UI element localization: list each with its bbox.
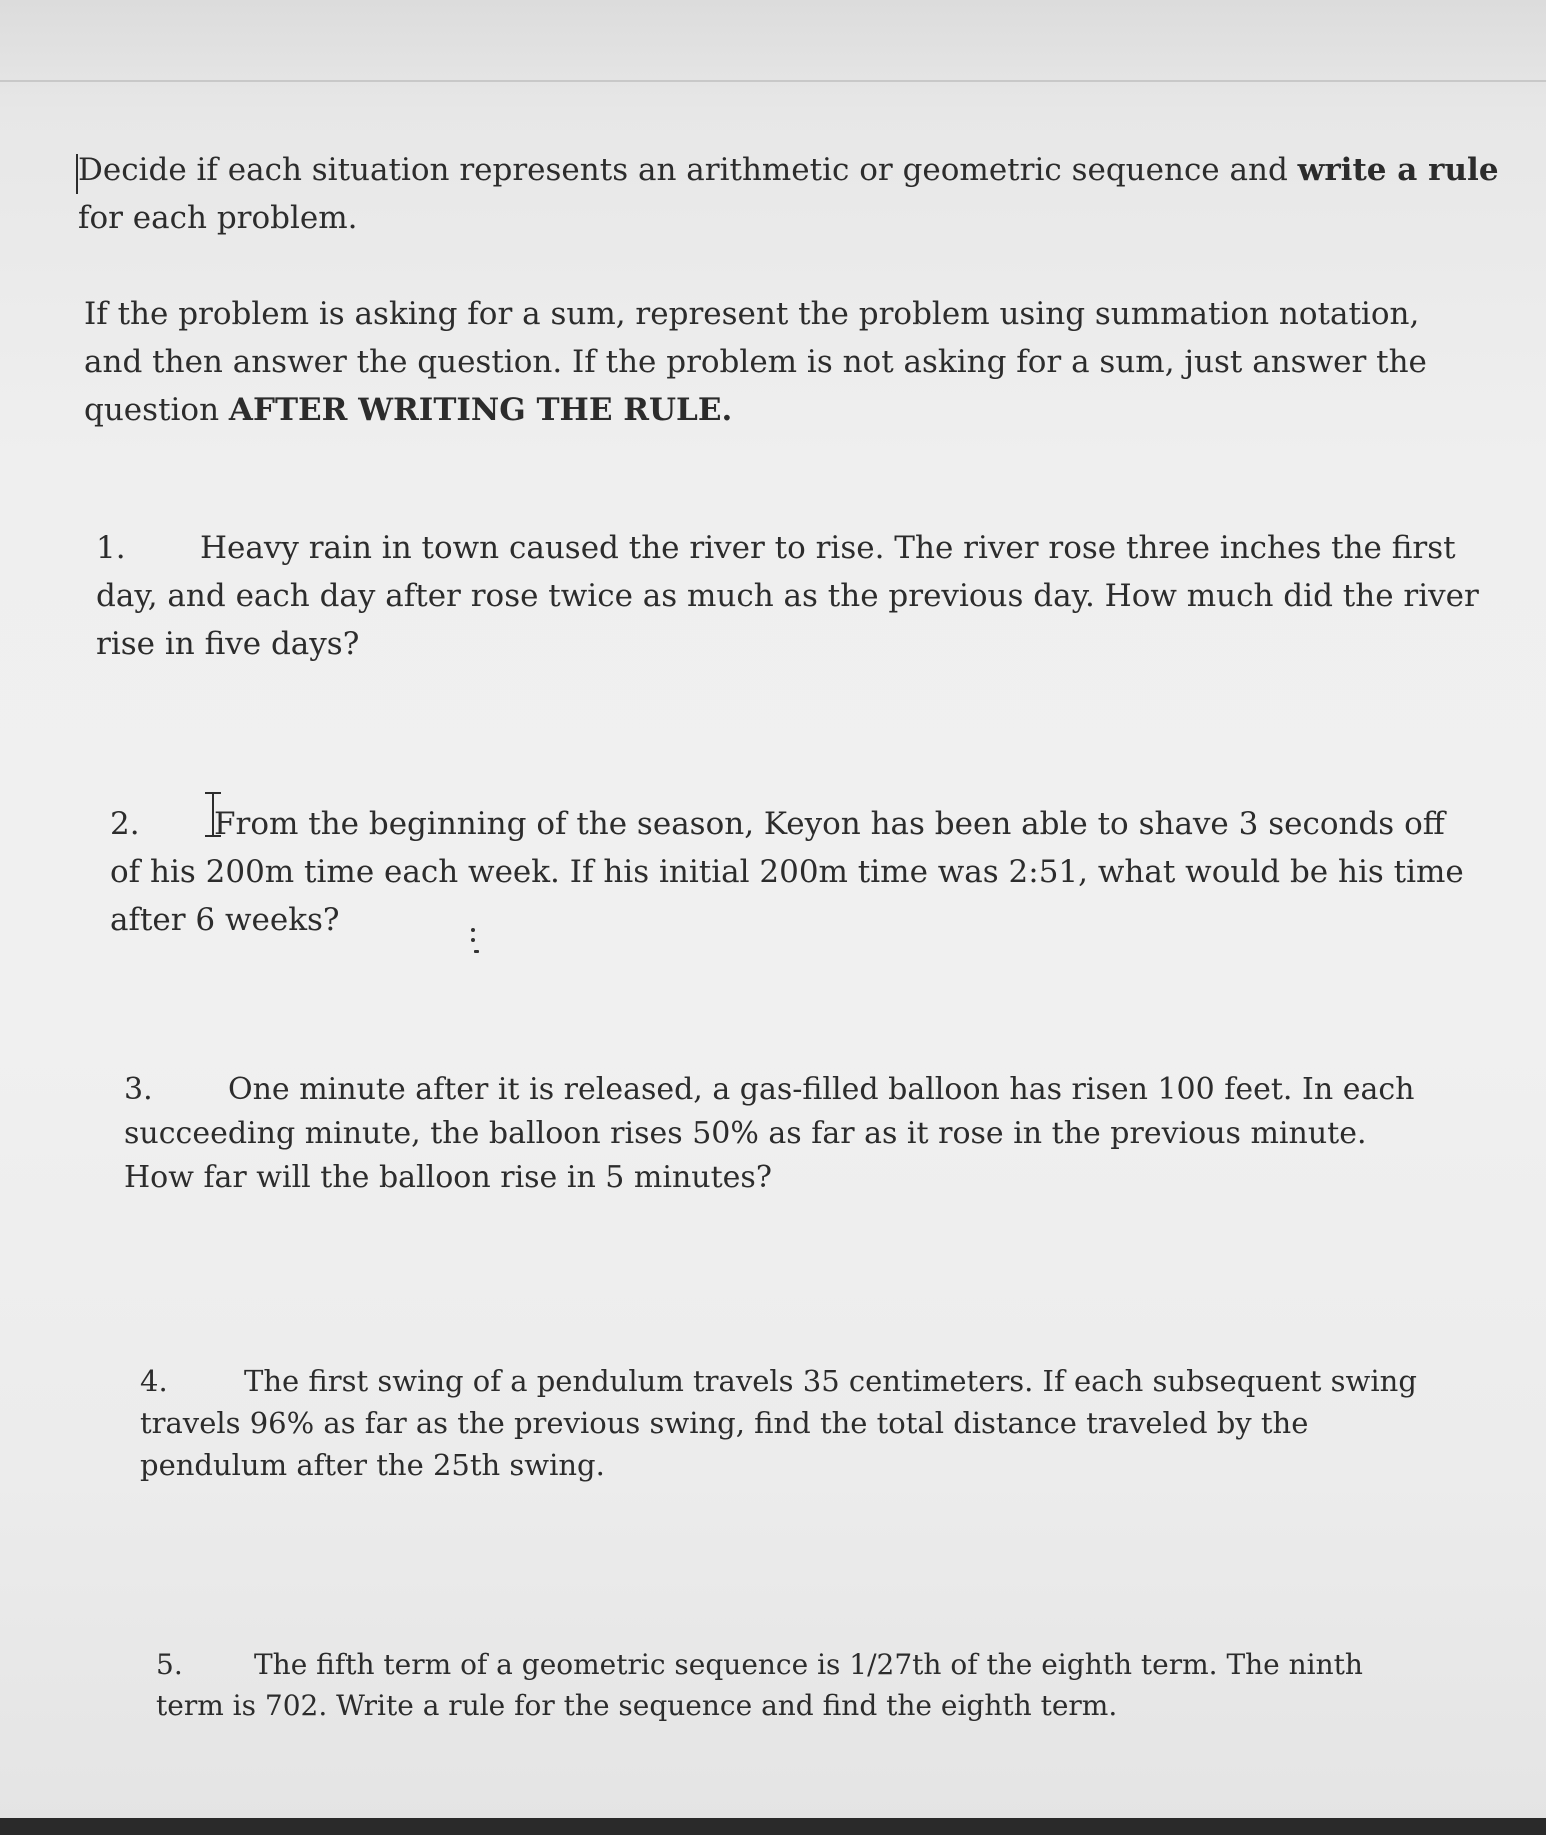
summation-instructions-paragraph <box>84 290 1484 434</box>
question-text: The first swing of a pendulum travels 35 centimeters. If each subsequent swing travels 96% as far as the previous swing, find the total distance traveled by the pendulum after the 25th swing. <box>140 1364 1417 1482</box>
screen-speck <box>468 928 480 958</box>
question-number: 5. <box>156 1648 183 1681</box>
summation-instructions-emphasis: AFTER WRITING THE RULE. <box>228 392 733 428</box>
question-5[interactable] <box>156 1644 1436 1726</box>
instructions-paragraph <box>78 146 1518 242</box>
question-number: 3. <box>124 1072 153 1107</box>
question-number: 2. <box>110 806 140 842</box>
question-text: Heavy rain in town caused the river to rise. The river rose three inches the first day, and each day after rose twice as much as the previous day. How much did the river rise in five days? <box>96 530 1479 662</box>
instructions-emphasis: write a rule <box>1297 152 1499 188</box>
question-number: 1. <box>96 530 126 566</box>
instructions-text: Decide if each situation represents an arithmetic or geometric sequence and <box>78 152 1298 188</box>
question-text: The fifth term of a geometric sequence is 1/27th of the eighth term. The ninth term is 702. Write a rule for the sequence and find the eighth term. <box>156 1648 1363 1722</box>
summation-instructions-text: If the problem is asking for a sum, represent the problem using summation notation, and then answer the question. If the problem is not asking for a sum, just answer the question <box>84 296 1427 428</box>
question-text: From the beginning of the season, Keyon has been able to shave 3 seconds off of his 200m time each week. If his initial 200m time was 2:51, what would be his time after 6 weeks? <box>110 806 1464 938</box>
page-top-border <box>0 80 1546 82</box>
question-1[interactable] <box>96 524 1486 668</box>
question-number: 4. <box>140 1364 168 1398</box>
screen-bezel-bottom <box>0 1818 1546 1835</box>
question-3[interactable] <box>124 1068 1434 1200</box>
question-text: One minute after it is released, a gas-filled balloon has risen 100 feet. In each succeeding minute, the balloon rises 50% as far as it rose in the previous minute. How far will the balloon rise in 5 minutes? <box>124 1072 1415 1195</box>
question-4[interactable] <box>140 1360 1460 1486</box>
question-2[interactable] <box>110 800 1480 944</box>
instructions-text-end: for each problem. <box>78 200 358 236</box>
